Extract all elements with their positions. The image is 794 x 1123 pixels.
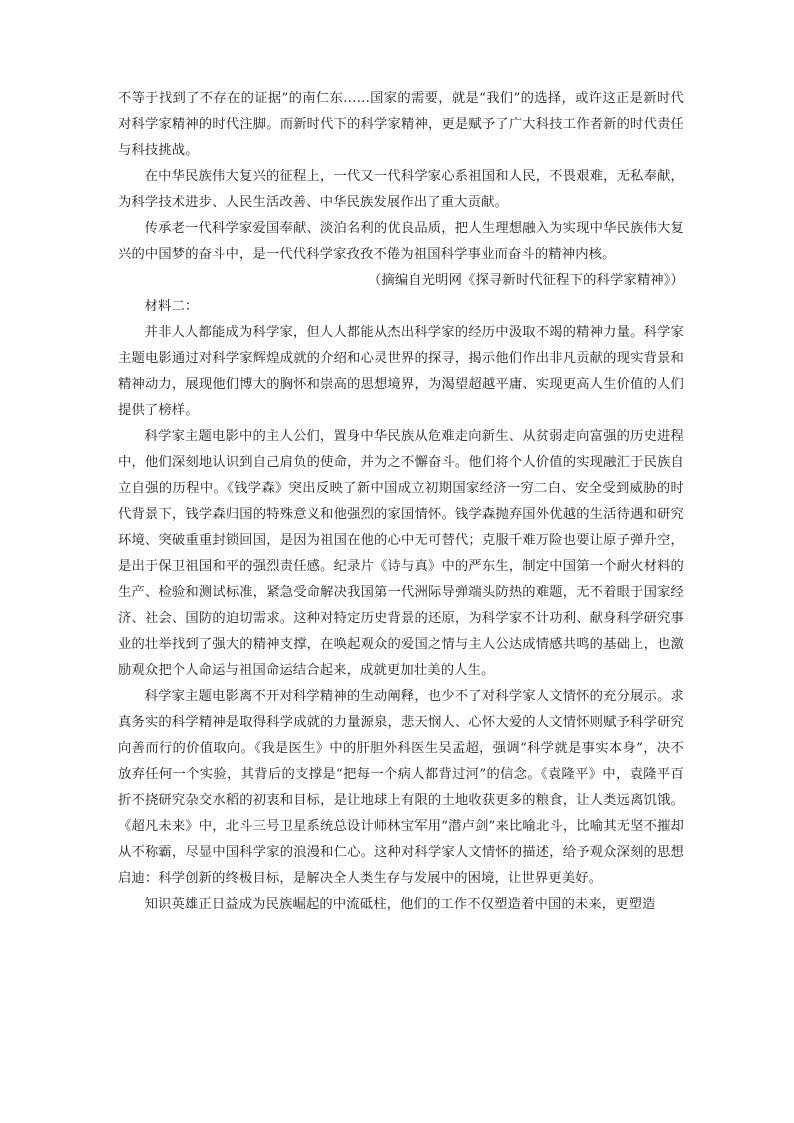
paragraph: 科学家主题电影离不开对科学精神的生动阐释，也少不了对科学家人文情怀的充分展示。求真务实的科学精神是取得科学成就的力量源泉，悲天悯人、心怀大爱的人文情怀则赋予科学研究向善而行的价值取向。《我是医生》中的肝胆外科医生吴孟超，强调“科学就是事实本身”，决不放弃任何一个实验，其背后的支撑是“把每一个病人都背过河”的信念。《袁隆平》中，袁隆平百折不挠研究杂交水稻的初衷和目标，是让地球上有限的土地收获更多的粮食，让人类远离饥饿。《超凡未来》中，北斗三号卫星系统总设计师林宝军用“潜卢剑”来比喻北斗，比喻其无坚不摧却从不称霸，尽显中国科学家的浪漫和仁心。这种对科学家人文情怀的描述，给予观众深刻的思想启迪：科学创新的终极目标，是解决全人类生存与发展中的困境，让世界更美好。 xyxy=(118,689,684,886)
paragraph: 在中华民族伟大复兴的征程上，一代又一代科学家心系祖国和人民，不畏艰难，无私奉献，为科学技术进步、人民生活改善、中华民族发展作出了重大贡献。 xyxy=(118,169,684,210)
paragraph: 传承老一代科学家爱国奉献、淡泊名利的优良品质，把人生理想融入为实现中华民族伟大复兴的中国梦的奋斗中，是一代代科学家孜孜不倦为祖国科学事业而奋斗的精神内核。 xyxy=(118,221,684,262)
source-citation: （摘编自光明网《探寻新时代征程下的科学家精神》） xyxy=(367,273,684,288)
paragraph: 并非人人都能成为科学家，但人人都能从杰出科学家的经历中汲取不竭的精神力量。科学家主题电影通过对科学家辉煌成就的介绍和心灵世界的探寻，揭示他们作出非凡贡献的现实背景和精神动力，展现他们博大的胸怀和崇高的思想境界，为渴望超越平庸、实现更高人生价值的人们提供了榜样。 xyxy=(118,325,684,418)
paragraph: 知识英雄正日益成为民族崛起的中流砥柱，他们的工作不仅塑造着中国的未来，更塑造 xyxy=(144,897,656,912)
paragraph: 不等于找到了不存在的证据”的南仁东……国家的需要，就是“我们”的选择，或许这正是新时代对科学家精神的时代注脚。而新时代下的科学家精神，更是赋予了广大科技工作者新的时代责任与科技挑战。 xyxy=(118,91,684,158)
material-heading: 材料二： xyxy=(144,299,199,314)
document-page xyxy=(118,86,684,918)
paragraph: 科学家主题电影中的主人公们，置身中华民族从危难走向新生、从贫弱走向富强的历史进程中，他们深刻地认识到自己肩负的使命，并为之不懈奋斗。他们将个人价值的实现融汇于民族自立自强的历程中。《钱学森》突出反映了新中国成立初期国家经济一穷二白、安全受到威胁的时代背景下，钱学森归国的特殊意义和他强烈的家国情怀。钱学森抛弃国外优越的生活待遇和研究环境、突破重重封锁回国，是因为祖国在他的心中无可替代；克服千难万险也要让原子弹升空，是出于保卫祖国和平的强烈责任感。纪录片《诗与真》中的严东生，制定中国第一个耐火材料的生产、检验和测试标准，紧急受命解决我国第一代洲际导弹端头防热的难题，无不着眼于国家经济、社会、国防的迫切需求。这种对特定历史背景的还原，为科学家不计功利、献身科学研究事业的壮举找到了强大的精神支撑，在唤起观众的爱国之情与主人公达成情感共鸣的基础上，也激励观众把个人命运与祖国命运结合起来，成就更加壮美的人生。 xyxy=(118,429,684,678)
